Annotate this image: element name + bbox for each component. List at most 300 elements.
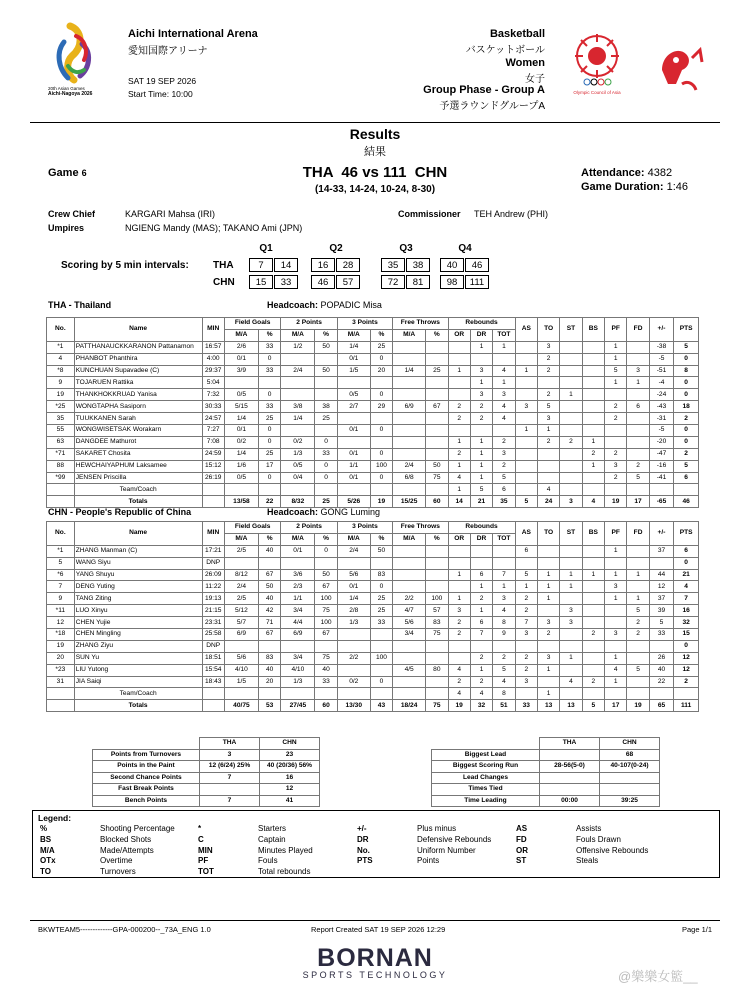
stat-cell: 35: [493, 496, 515, 508]
stat-cell: [337, 436, 370, 448]
stat-cell: 2: [470, 676, 492, 688]
stat-cell: 25: [258, 413, 280, 425]
stat-cell: 2: [448, 448, 470, 460]
stat-cell: [605, 617, 627, 629]
stat-cell: 50: [315, 569, 337, 581]
player-name-cell: TANG Ziting: [74, 593, 202, 605]
stat-cell: 1: [605, 377, 627, 389]
stat-cell: [560, 365, 582, 377]
stat-cell: [370, 557, 392, 569]
stat-cell: 2: [537, 365, 559, 377]
stat-cell: 4: [448, 472, 470, 484]
stat-cell: DNP: [202, 557, 224, 569]
table-header-cell: M/A: [224, 329, 258, 341]
stat-cell: 3/4: [393, 629, 426, 641]
interval-team-tha: THA: [213, 260, 234, 271]
stat-cell: 1: [448, 436, 470, 448]
legend-description: Plus minus: [417, 824, 457, 833]
results-title-jp: 結果: [364, 146, 386, 158]
stat-cell: 29: [370, 401, 392, 413]
stat-cell: 39: [649, 605, 674, 617]
stat-cell: 6/9: [224, 629, 258, 641]
stat-cell: [627, 484, 649, 496]
stat-cell: 0/2: [224, 436, 258, 448]
stat-cell: [337, 413, 370, 425]
stat-cell: 4/7: [393, 605, 426, 617]
stat-cell: 1: [605, 545, 627, 557]
player-name-cell: LIU Yutong: [74, 664, 202, 676]
stat-cell: 17: [627, 496, 649, 508]
stat-cell: [426, 569, 448, 581]
stat-cell: [202, 484, 224, 496]
stat-cell: 1: [493, 341, 515, 353]
stat-cell: 3: [493, 448, 515, 460]
table-header-cell: M/A: [337, 329, 370, 341]
stat-cell: 67: [315, 629, 337, 641]
stat-cell: -38: [649, 341, 674, 353]
stat-cell: [281, 389, 315, 401]
stat-cell: [258, 640, 280, 652]
summary-label-cell: Times Tied: [432, 784, 540, 796]
stat-cell: [537, 557, 559, 569]
interval-score-tha: 46: [465, 258, 489, 272]
table-header-cell: ST: [560, 522, 582, 546]
summary-corner: [93, 738, 200, 750]
venue-name: Aichi International Arena: [128, 28, 258, 40]
game-date: SAT 19 SEP 2026: [128, 76, 197, 86]
stat-cell: [224, 377, 258, 389]
table-header-cell: PF: [605, 318, 627, 342]
stat-cell: [426, 436, 448, 448]
stat-cell: 2: [515, 605, 537, 617]
table-header-cell: %: [370, 533, 392, 545]
stat-cell: 1/4: [224, 413, 258, 425]
player-name-cell: CHEN Yujie: [74, 617, 202, 629]
stat-cell: [537, 377, 559, 389]
player-row: [47, 365, 699, 377]
stat-cell: [537, 472, 559, 484]
stat-cell: 3: [448, 605, 470, 617]
stat-cell: -4: [649, 377, 674, 389]
stat-cell: 7:27: [202, 425, 224, 437]
stat-cell: [393, 353, 426, 365]
commissioner-value: TEH Andrew (PHI): [474, 209, 549, 219]
stat-cell: 7: [47, 581, 75, 593]
tha-headcoach-value: POPADIC Misa: [320, 300, 382, 310]
interval-score-tha: 35: [381, 258, 405, 272]
stat-cell: [605, 640, 627, 652]
stat-cell: 33: [258, 341, 280, 353]
player-name-cell: WONGTAPHA Sasiporn: [74, 401, 202, 413]
stat-cell: 1: [470, 448, 492, 460]
player-name-cell: Team/Coach: [74, 484, 202, 496]
stat-cell: [649, 484, 674, 496]
stat-cell: 9: [47, 593, 75, 605]
stat-cell: 2: [674, 413, 699, 425]
stat-cell: 3: [537, 341, 559, 353]
stat-cell: 19:13: [202, 593, 224, 605]
stat-cell: 2/6: [224, 341, 258, 353]
stat-cell: 21:15: [202, 605, 224, 617]
interval-score-chn: 111: [465, 275, 489, 289]
stat-cell: -5: [649, 353, 674, 365]
stat-cell: [582, 389, 604, 401]
table-header-cell: Name: [74, 318, 202, 342]
player-name-cell: TOJARUEN Rattika: [74, 377, 202, 389]
stat-cell: [47, 496, 75, 508]
stat-cell: [560, 401, 582, 413]
stat-cell: [470, 353, 492, 365]
stat-cell: [281, 353, 315, 365]
stat-cell: [337, 664, 370, 676]
stat-cell: 7: [674, 593, 699, 605]
stat-cell: 26:09: [202, 569, 224, 581]
tha-headcoach: [267, 300, 382, 310]
table-header-cell: %: [426, 329, 448, 341]
stat-cell: 40: [258, 664, 280, 676]
stat-cell: [337, 557, 370, 569]
stat-cell: [370, 640, 392, 652]
legend-description: Uniform Number: [417, 845, 476, 855]
stat-cell: 1: [605, 341, 627, 353]
stat-cell: [582, 640, 604, 652]
summary-row: [93, 784, 320, 796]
player-name-cell: DENG Yuting: [74, 581, 202, 593]
stat-cell: 4: [493, 676, 515, 688]
stat-cell: 1: [582, 569, 604, 581]
stat-cell: 3: [537, 617, 559, 629]
stat-cell: [627, 545, 649, 557]
summary-row: [432, 795, 660, 807]
table-header-cell: AS: [515, 522, 537, 546]
game-label: Game: [48, 167, 79, 179]
table-header-cell: PF: [605, 522, 627, 546]
stat-cell: 1: [605, 569, 627, 581]
stat-cell: 1/4: [337, 593, 370, 605]
player-row: [47, 401, 699, 413]
stat-cell: [393, 484, 426, 496]
stat-cell: 60: [426, 496, 448, 508]
stat-cell: [560, 593, 582, 605]
stat-cell: [627, 389, 649, 401]
stat-cell: -51: [649, 365, 674, 377]
stat-cell: [47, 700, 75, 712]
chn-headcoach: [267, 507, 380, 517]
stat-cell: 8: [493, 688, 515, 700]
stat-cell: 25: [315, 496, 337, 508]
stat-cell: 40: [315, 664, 337, 676]
stat-cell: 0: [315, 472, 337, 484]
stat-cell: 1: [470, 581, 492, 593]
summary-value-cell: [540, 772, 600, 784]
legend-title: Legend:: [38, 813, 72, 823]
table-header-cell: M/A: [281, 329, 315, 341]
stat-cell: 5/6: [224, 652, 258, 664]
summary-row: [93, 772, 320, 784]
stat-cell: [281, 425, 315, 437]
stat-cell: 5: [627, 664, 649, 676]
stat-cell: 0: [370, 353, 392, 365]
stat-cell: -20: [649, 436, 674, 448]
stat-cell: [649, 557, 674, 569]
stat-cell: [370, 484, 392, 496]
stat-cell: 3: [537, 652, 559, 664]
stat-cell: [582, 353, 604, 365]
stat-cell: [560, 557, 582, 569]
tha-stats-table: [46, 317, 699, 508]
stat-cell: [649, 688, 674, 700]
stat-cell: 37: [649, 545, 674, 557]
stat-cell: 75: [315, 652, 337, 664]
stat-cell: 43: [370, 700, 392, 712]
table-header-cell: %: [315, 329, 337, 341]
stat-cell: 1/4: [224, 448, 258, 460]
attendance-value: 4382: [647, 167, 673, 179]
stat-cell: [448, 341, 470, 353]
stat-cell: [202, 496, 224, 508]
stat-cell: 1/2: [281, 341, 315, 353]
table-header-cell: ST: [560, 318, 582, 342]
stat-cell: [605, 557, 627, 569]
stat-cell: [649, 640, 674, 652]
stat-cell: 53: [258, 700, 280, 712]
stat-cell: 3: [515, 401, 537, 413]
stat-cell: [627, 425, 649, 437]
player-row: [47, 652, 699, 664]
stat-cell: 5: [493, 664, 515, 676]
stat-cell: 6/9: [393, 401, 426, 413]
stat-cell: 4:00: [202, 353, 224, 365]
stat-cell: 3: [493, 389, 515, 401]
stat-cell: 5: [515, 569, 537, 581]
stat-cell: 0/1: [337, 353, 370, 365]
stat-cell: [582, 593, 604, 605]
table-header-cell: %: [315, 533, 337, 545]
legend-description: Made/Attempts: [100, 845, 154, 855]
stat-cell: 4/10: [281, 664, 315, 676]
stat-cell: 3: [605, 460, 627, 472]
stat-cell: 100: [370, 652, 392, 664]
stat-cell: [370, 664, 392, 676]
stat-cell: 38: [315, 401, 337, 413]
interval-score-tha: 7: [249, 258, 273, 272]
stat-cell: 2/2: [337, 652, 370, 664]
stat-cell: 4: [493, 401, 515, 413]
results-title: Results: [349, 126, 401, 142]
stat-cell: 4: [47, 353, 75, 365]
quarter-header-q3: Q3: [399, 243, 413, 254]
stat-cell: 33: [315, 676, 337, 688]
stat-cell: 2: [560, 436, 582, 448]
stat-cell: 2: [515, 652, 537, 664]
phase-title: Group Phase - Group A: [423, 84, 545, 96]
stat-cell: 75: [426, 629, 448, 641]
stat-cell: 50: [370, 545, 392, 557]
stat-cell: 27/45: [281, 700, 315, 712]
summary-row: [93, 761, 320, 773]
mascot-logo: [652, 40, 710, 96]
stat-cell: -41: [649, 472, 674, 484]
stat-cell: 29:37: [202, 365, 224, 377]
stat-cell: [582, 365, 604, 377]
table-header-cell: M/A: [393, 329, 426, 341]
stat-cell: [393, 413, 426, 425]
stat-cell: 0: [258, 436, 280, 448]
interval-score-chn: 72: [381, 275, 405, 289]
gender-title: Women: [505, 57, 545, 69]
stat-cell: 1: [605, 652, 627, 664]
stat-cell: 2: [605, 413, 627, 425]
stat-cell: 24: [537, 496, 559, 508]
stat-cell: 5: [674, 460, 699, 472]
summary-row: [432, 772, 660, 784]
stat-cell: [674, 688, 699, 700]
player-name-cell: PATTHANAUCKKARANON Pattanamon: [74, 341, 202, 353]
legend-abbrev: DR: [357, 834, 369, 844]
stat-cell: [47, 688, 75, 700]
stat-cell: [426, 425, 448, 437]
summary-value-cell: 3: [200, 749, 260, 761]
stat-cell: [448, 652, 470, 664]
stat-cell: 3/4: [281, 605, 315, 617]
summary-label-cell: Second Chance Points: [93, 772, 200, 784]
stat-cell: 0: [370, 389, 392, 401]
stat-cell: 50: [315, 365, 337, 377]
stat-cell: 13/30: [337, 700, 370, 712]
chn-team-title: CHN - People's Republic of China: [48, 507, 192, 517]
table-header-cell: MIN: [202, 522, 224, 546]
duration-label: Game Duration:: [581, 181, 664, 193]
table-header-cell: %: [370, 329, 392, 341]
stat-cell: [627, 413, 649, 425]
stat-cell: 22: [258, 496, 280, 508]
stat-cell: [315, 377, 337, 389]
table-header-cell: FD: [627, 522, 649, 546]
legend-description: Steals: [576, 856, 599, 866]
stat-cell: [448, 557, 470, 569]
stat-cell: 2: [448, 629, 470, 641]
stat-cell: [582, 377, 604, 389]
stat-cell: [515, 389, 537, 401]
stat-cell: 7:08: [202, 436, 224, 448]
stat-cell: 5/7: [224, 617, 258, 629]
stat-cell: [393, 676, 426, 688]
stat-cell: 8/32: [281, 496, 315, 508]
stat-cell: 17:21: [202, 545, 224, 557]
stat-cell: 50: [426, 460, 448, 472]
duration-value: 1:46: [666, 181, 688, 193]
game-value: 6: [81, 168, 87, 178]
stat-cell: [426, 448, 448, 460]
stat-cell: DNP: [202, 640, 224, 652]
stat-cell: 5: [627, 472, 649, 484]
stat-cell: 44: [649, 569, 674, 581]
legend-abbrev: M/A: [40, 845, 55, 855]
stat-cell: 4: [560, 676, 582, 688]
stat-cell: 40: [649, 664, 674, 676]
interval-score-chn: 57: [336, 275, 360, 289]
player-name-cell: PHANBOT Phanthira: [74, 353, 202, 365]
stat-cell: [582, 484, 604, 496]
stat-cell: [337, 640, 370, 652]
summary-value-cell: 23: [260, 749, 320, 761]
stat-cell: [582, 688, 604, 700]
player-row: [47, 377, 699, 389]
stat-cell: 0: [674, 425, 699, 437]
stat-cell: 4: [493, 365, 515, 377]
stat-cell: [224, 557, 258, 569]
stat-cell: 2/2: [393, 593, 426, 605]
stat-cell: *25: [47, 401, 75, 413]
legend-description: Turnovers: [100, 867, 136, 877]
player-row: [47, 640, 699, 652]
stat-cell: [493, 353, 515, 365]
stat-cell: [426, 484, 448, 496]
stat-cell: 5: [674, 341, 699, 353]
stat-cell: [393, 581, 426, 593]
stat-cell: [537, 676, 559, 688]
stat-cell: 19: [47, 640, 75, 652]
stat-cell: [258, 484, 280, 496]
interval-score-chn: 33: [274, 275, 298, 289]
stat-cell: 50: [258, 581, 280, 593]
stat-cell: [560, 484, 582, 496]
stat-cell: 24:59: [202, 448, 224, 460]
final-score: THA 46 vs 111 CHN: [302, 164, 448, 181]
summary-label-cell: Fast Break Points: [93, 784, 200, 796]
stat-cell: 5/6: [337, 569, 370, 581]
stat-cell: 1: [448, 365, 470, 377]
player-name-cell: KUNCHUAN Supavadee (C): [74, 365, 202, 377]
stat-cell: 3/9: [224, 365, 258, 377]
stat-cell: [281, 377, 315, 389]
summary-label-cell: Points in the Paint: [93, 761, 200, 773]
stat-cell: [537, 640, 559, 652]
stat-cell: 6/8: [393, 472, 426, 484]
stat-cell: [393, 688, 426, 700]
stat-cell: 0: [315, 460, 337, 472]
stat-cell: 2: [470, 413, 492, 425]
stat-cell: 2: [470, 593, 492, 605]
stat-cell: [515, 640, 537, 652]
stat-cell: 60: [315, 700, 337, 712]
player-name-cell: DANGDEE Mathurot: [74, 436, 202, 448]
stat-cell: 16:57: [202, 341, 224, 353]
stat-cell: 1: [605, 676, 627, 688]
stat-cell: 15: [674, 629, 699, 641]
stat-cell: 83: [258, 652, 280, 664]
page-number: Page 1/1: [681, 925, 712, 934]
stat-cell: 3/4: [281, 652, 315, 664]
table-header-cell: TOT: [493, 533, 515, 545]
player-name-cell: LUO Xinyu: [74, 605, 202, 617]
stat-cell: [515, 436, 537, 448]
stat-cell: 18: [674, 401, 699, 413]
game-duration: [581, 181, 688, 193]
stat-cell: [258, 688, 280, 700]
stat-cell: [627, 436, 649, 448]
stat-cell: [674, 484, 699, 496]
stat-cell: [560, 472, 582, 484]
stat-cell: [493, 640, 515, 652]
stat-cell: 0/1: [337, 472, 370, 484]
stat-cell: 33: [258, 401, 280, 413]
stat-cell: [315, 389, 337, 401]
legend-abbrev: FD: [516, 834, 527, 844]
stat-cell: 25: [370, 605, 392, 617]
commissioner-label: Commissioner: [398, 209, 461, 219]
stat-cell: 2: [470, 401, 492, 413]
